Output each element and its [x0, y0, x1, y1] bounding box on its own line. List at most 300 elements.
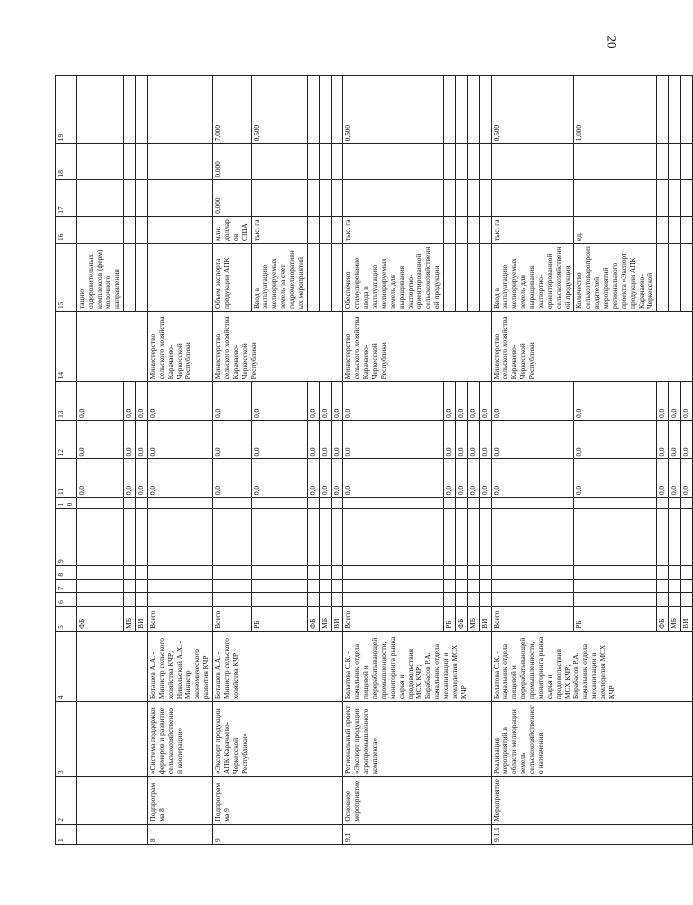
target-cell [681, 180, 693, 216]
column-header: 5 [56, 606, 77, 631]
row-name-cell: «Система поддержки фермеров и развитие сельскохозяйственной кооперации» [147, 702, 212, 777]
empty-cell [574, 498, 657, 509]
target-cell: 0,500 [491, 76, 574, 144]
unit-cell [444, 216, 456, 243]
empty-cell [319, 566, 331, 580]
empty-cell [479, 579, 491, 593]
target-cell [76, 180, 123, 216]
target-cell [479, 76, 491, 144]
empty-cell [479, 509, 491, 566]
value-cell: 0,0 [76, 459, 123, 498]
column-header: 2 [56, 776, 77, 824]
target-cell [307, 76, 319, 144]
funding-source-cell: Всего [213, 606, 252, 631]
target-cell [136, 76, 148, 144]
funding-source-cell: ВИ [331, 606, 343, 631]
value-cell: 0,0 [124, 459, 136, 498]
responsible-cell: Боташев А.А. - Министр сельского хозяйства КЧР [213, 631, 343, 701]
value-cell: 0,0 [251, 459, 307, 498]
row-type-cell: Мероприятие [491, 776, 692, 824]
value-cell: 0,0 [124, 420, 136, 459]
empty-cell [147, 593, 212, 607]
value-cell: 0,0 [444, 382, 456, 421]
column-header: 12 [56, 420, 77, 459]
column-header: 19 [56, 76, 77, 144]
target-cell [76, 76, 123, 144]
empty-cell [307, 593, 319, 607]
value-cell: 0,0 [213, 420, 252, 459]
responsible-cell: Боташев А.А. - Министр сельского хозяйства КЧР; Никольский А.Х. - Министр экономического развития КЧР [147, 631, 212, 701]
target-cell [467, 144, 479, 180]
empty-cell [491, 593, 574, 607]
value-cell: 0,0 [307, 420, 319, 459]
empty-cell [669, 593, 681, 607]
empty-cell [657, 566, 669, 580]
value-cell: 0,0 [319, 382, 331, 421]
empty-cell [319, 579, 331, 593]
table-row [147, 76, 212, 845]
empty-cell [455, 579, 467, 593]
empty-cell [124, 566, 136, 580]
target-cell [444, 144, 456, 180]
value-cell: 0,0 [343, 382, 444, 421]
value-cell: 0,0 [479, 420, 491, 459]
target-cell [444, 180, 456, 216]
unit-cell: тыс. га [251, 216, 307, 243]
funding-source-cell: МБ [669, 606, 681, 631]
empty-cell [574, 509, 657, 566]
row-number-cell: 9.1 [343, 824, 491, 844]
value-cell: 0,0 [251, 420, 307, 459]
target-cell [669, 76, 681, 144]
target-cell [467, 76, 479, 144]
value-cell: 0,0 [467, 382, 479, 421]
indicator-cell [467, 243, 479, 311]
value-cell: 0,0 [491, 382, 574, 421]
empty-cell [491, 579, 574, 593]
empty-cell [251, 593, 307, 607]
column-header: 6 [56, 593, 77, 607]
funding-source-cell: ВИ [681, 606, 693, 631]
empty-cell [657, 498, 669, 509]
empty-cell [76, 566, 123, 580]
empty-cell [491, 566, 574, 580]
value-cell: 0,0 [343, 459, 444, 498]
empty-cell [76, 498, 123, 509]
empty-cell [444, 509, 456, 566]
target-cell [455, 180, 467, 216]
empty-cell [455, 566, 467, 580]
empty-cell [307, 566, 319, 580]
empty-cell [455, 498, 467, 509]
empty-cell [681, 566, 693, 580]
target-cell [491, 180, 574, 216]
funding-source-cell: ВИ [136, 606, 148, 631]
value-cell: 0,0 [669, 420, 681, 459]
target-cell [479, 180, 491, 216]
empty-cell [136, 579, 148, 593]
target-cell [136, 180, 148, 216]
empty-cell [681, 593, 693, 607]
unit-cell: тыс. га [491, 216, 574, 243]
empty-cell [251, 579, 307, 593]
empty-cell [491, 498, 574, 509]
responsible-cell: Болатова С.К. - начальник отдела пищевой и перерабатывающей промышленности, мониторинга рынка сырья и продовольствия МСХ КЧР; Бирабасов Р.А. начальник отдела механизации и земледелия МСХ КЧР [343, 631, 491, 701]
header-row [56, 76, 77, 845]
row-type-cell: Подпрограмма 9 [213, 776, 343, 824]
empty-cell [76, 593, 123, 607]
unit-cell [147, 216, 212, 243]
empty-cell [669, 579, 681, 593]
unit-cell [319, 216, 331, 243]
indicator-cell [479, 243, 491, 311]
target-cell: 0,500 [251, 76, 307, 144]
ministry-cell: Министерство сельского хозяйства Карачаево-Черкесской Республики [213, 312, 343, 382]
funding-source-cell: Всего [343, 606, 444, 631]
row-number-cell: 9 [213, 824, 343, 844]
value-cell: 0,0 [491, 420, 574, 459]
funding-source-cell: ФБ [455, 606, 467, 631]
indicator-cell: Ввод в эксплуатацию мелиорируемых земель за счет гидромелиоративных мероприятий [251, 243, 307, 311]
target-cell [343, 144, 444, 180]
column-header: 16 [56, 216, 77, 243]
indicator-cell [444, 243, 456, 311]
column-header: 11 [56, 459, 77, 498]
target-cell [136, 144, 148, 180]
unit-cell [669, 216, 681, 243]
value-cell: 0,0 [307, 459, 319, 498]
empty-cell [213, 566, 252, 580]
empty-cell [136, 498, 148, 509]
value-cell: 0,0 [455, 420, 467, 459]
empty-cell [444, 579, 456, 593]
value-cell: 0,0 [307, 382, 319, 421]
target-cell [147, 76, 212, 144]
page-number: 20 [604, 35, 620, 49]
target-cell [331, 144, 343, 180]
funding-source-cell: МБ [124, 606, 136, 631]
empty-cell [669, 498, 681, 509]
empty-cell [147, 566, 212, 580]
row-name-cell: Региональный проект «Экспорт продукции агропромышленного комплекса» [343, 702, 491, 777]
indicator-cell [681, 243, 693, 311]
value-cell: 0,0 [147, 382, 212, 421]
row-type-cell: Основное мероприятие [343, 776, 491, 824]
target-cell [124, 180, 136, 216]
value-cell: 0,0 [136, 382, 148, 421]
empty-cell [251, 566, 307, 580]
value-cell: 0,0 [331, 459, 343, 498]
ministry-cell: Министерство сельского хозяйства Карачаево-Черкесской Республики [147, 312, 212, 382]
value-cell: 0,0 [136, 420, 148, 459]
target-cell [331, 180, 343, 216]
target-cell [307, 180, 319, 216]
empty-cell [444, 593, 456, 607]
target-cell: 0,000 [213, 180, 252, 216]
empty-cell [574, 579, 657, 593]
column-header: 3 [56, 702, 77, 777]
empty-cell [467, 498, 479, 509]
unit-cell [681, 216, 693, 243]
ministry-cell [76, 312, 147, 382]
target-cell [307, 144, 319, 180]
empty-cell [657, 579, 669, 593]
empty-cell [479, 566, 491, 580]
unit-cell: млн. долларов США [213, 216, 252, 243]
value-cell: 0,0 [147, 459, 212, 498]
column-header: 10 [56, 498, 77, 509]
target-cell [657, 144, 669, 180]
row-number-cell: 9.1.1 [491, 824, 692, 844]
empty-cell [124, 593, 136, 607]
value-cell: 0,0 [76, 420, 123, 459]
row-name-cell: «Экспорт продукции АПК Карачаево-Черкесской Республики» [213, 702, 343, 777]
empty-cell [136, 593, 148, 607]
column-header: 14 [56, 312, 77, 382]
target-cell [251, 144, 307, 180]
rotated-table-area [55, 75, 690, 845]
empty-cell [574, 566, 657, 580]
empty-cell [124, 509, 136, 566]
unit-cell [76, 216, 123, 243]
empty-cell [147, 579, 212, 593]
column-header: 9 [56, 509, 77, 566]
value-cell: 0,0 [681, 382, 693, 421]
funding-source-cell: ВИ [479, 606, 491, 631]
empty-cell [307, 509, 319, 566]
row-type-cell [76, 776, 147, 824]
indicator-cell [307, 243, 319, 311]
value-cell: 0,0 [574, 382, 657, 421]
value-cell: 0,0 [124, 382, 136, 421]
unit-cell [657, 216, 669, 243]
empty-cell [331, 498, 343, 509]
empty-cell [307, 498, 319, 509]
indicator-cell [136, 243, 148, 311]
table-row [213, 76, 252, 845]
target-cell: 7,000 [213, 76, 252, 144]
funding-source-cell: ФБ [76, 606, 123, 631]
indicator-cell [455, 243, 467, 311]
empty-cell [444, 566, 456, 580]
column-header: 17 [56, 180, 77, 216]
target-cell [124, 76, 136, 144]
indicator-cell [319, 243, 331, 311]
unit-cell [307, 216, 319, 243]
value-cell: 0,0 [319, 459, 331, 498]
empty-cell [319, 498, 331, 509]
column-header: 4 [56, 631, 77, 701]
value-cell: 0,0 [444, 459, 456, 498]
unit-cell [455, 216, 467, 243]
funding-source-cell: РБ [574, 606, 657, 631]
unit-cell [467, 216, 479, 243]
value-cell: 0,0 [479, 382, 491, 421]
empty-cell [136, 566, 148, 580]
funding-source-cell: МБ [319, 606, 331, 631]
value-cell: 0,0 [455, 459, 467, 498]
unit-cell: ед. [574, 216, 657, 243]
target-cell [681, 76, 693, 144]
empty-cell [213, 593, 252, 607]
indicator-cell [331, 243, 343, 311]
empty-cell [213, 579, 252, 593]
value-cell: 0,0 [657, 382, 669, 421]
empty-cell [147, 509, 212, 566]
empty-cell [136, 509, 148, 566]
target-cell: 1,000 [574, 76, 657, 144]
target-cell [124, 144, 136, 180]
ministry-cell: Министерство сельского хозяйства Карачаево-Черкесской Республики [343, 312, 491, 382]
funding-source-cell: Всего [491, 606, 574, 631]
target-cell [669, 144, 681, 180]
row-number-cell: 8 [147, 824, 212, 844]
empty-cell [331, 579, 343, 593]
indicator-cell [147, 243, 212, 311]
responsible-cell: Болатова С.К. - начальник отдела пищевой и перерабатывающей промышленности, мониторинга рынка сырья и продовольствия МСХ КЧР; Бирабасов Р.А. начальник отдела механизации и земледелия МСХ КЧР [491, 631, 692, 701]
empty-cell [669, 566, 681, 580]
value-cell: 0,0 [343, 420, 444, 459]
target-cell [147, 180, 212, 216]
target-cell [574, 144, 657, 180]
column-header: 8 [56, 566, 77, 580]
target-cell [147, 144, 212, 180]
indicator-cell: тацию оздоровительных комплексов (ферм) молочного направления [76, 243, 123, 311]
target-cell [444, 76, 456, 144]
empty-cell [574, 593, 657, 607]
unit-cell [136, 216, 148, 243]
empty-cell [479, 593, 491, 607]
empty-cell [455, 593, 467, 607]
column-header: 18 [56, 144, 77, 180]
empty-cell [319, 593, 331, 607]
target-cell [319, 144, 331, 180]
empty-cell [76, 579, 123, 593]
target-cell [657, 76, 669, 144]
empty-cell [681, 498, 693, 509]
value-cell: 0,0 [455, 382, 467, 421]
target-cell [251, 180, 307, 216]
value-cell: 0,0 [669, 382, 681, 421]
table-row [491, 76, 574, 845]
program-table [55, 75, 693, 845]
value-cell: 0,0 [681, 459, 693, 498]
empty-cell [681, 579, 693, 593]
value-cell: 0,0 [479, 459, 491, 498]
row-number-cell [76, 824, 147, 844]
value-cell: 0,0 [669, 459, 681, 498]
indicator-cell: Обеспечено стимулирование ввода в эксплуатацию мелиорируемых земель для выращивания экспортно-ориентированной сельскохозяйственной продукции [343, 243, 444, 311]
column-header: 7 [56, 579, 77, 593]
value-cell: 0,0 [147, 420, 212, 459]
target-cell [455, 76, 467, 144]
empty-cell [76, 509, 123, 566]
empty-cell [307, 579, 319, 593]
empty-cell [455, 509, 467, 566]
funding-source-cell: Всего [147, 606, 212, 631]
column-header: 1 [56, 824, 77, 844]
value-cell: 0,0 [331, 382, 343, 421]
unit-cell: тыс. га [343, 216, 444, 243]
funding-source-cell: МБ [467, 606, 479, 631]
empty-cell [467, 566, 479, 580]
empty-cell [467, 579, 479, 593]
empty-cell [467, 509, 479, 566]
target-cell [467, 180, 479, 216]
target-cell [455, 144, 467, 180]
responsible-cell [76, 631, 147, 701]
empty-cell [331, 566, 343, 580]
empty-cell [657, 509, 669, 566]
value-cell: 0,0 [467, 420, 479, 459]
row-name-cell [76, 702, 147, 777]
value-cell: 0,0 [136, 459, 148, 498]
value-cell: 0,0 [657, 459, 669, 498]
target-cell: 0,500 [343, 76, 444, 144]
target-cell [319, 76, 331, 144]
empty-cell [444, 498, 456, 509]
value-cell: 0,0 [574, 420, 657, 459]
target-cell [574, 180, 657, 216]
row-name-cell: Реализация мероприятий в области мелиорации земель сельскохозяйственного назначения [491, 702, 692, 777]
empty-cell [467, 593, 479, 607]
empty-cell [681, 509, 693, 566]
funding-source-cell: РБ [444, 606, 456, 631]
value-cell: 0,0 [251, 382, 307, 421]
empty-cell [213, 509, 252, 566]
funding-source-cell: РБ [251, 606, 307, 631]
value-cell: 0,0 [331, 420, 343, 459]
indicator-cell [669, 243, 681, 311]
empty-cell [147, 498, 212, 509]
empty-cell [251, 509, 307, 566]
table-row [76, 76, 123, 845]
funding-source-cell: ФБ [307, 606, 319, 631]
table-body [76, 76, 692, 845]
value-cell: 0,0 [76, 382, 123, 421]
empty-cell [669, 509, 681, 566]
empty-cell [251, 498, 307, 509]
funding-source-cell: ФБ [657, 606, 669, 631]
empty-cell [343, 498, 444, 509]
value-cell: 0,0 [574, 459, 657, 498]
row-type-cell: Подпрограмма 8 [147, 776, 212, 824]
empty-cell [331, 509, 343, 566]
target-cell [479, 144, 491, 180]
empty-cell [479, 498, 491, 509]
empty-cell [343, 593, 444, 607]
value-cell: 0,0 [213, 382, 252, 421]
empty-cell [213, 498, 252, 509]
column-header: 13 [56, 382, 77, 421]
value-cell: 0,0 [657, 420, 669, 459]
empty-cell [124, 498, 136, 509]
empty-cell [657, 593, 669, 607]
unit-cell [124, 216, 136, 243]
value-cell: 0,0 [491, 459, 574, 498]
target-cell: 0,000 [213, 144, 252, 180]
value-cell: 0,0 [681, 420, 693, 459]
indicator-cell [124, 243, 136, 311]
column-header: 15 [56, 243, 77, 311]
empty-cell [319, 509, 331, 566]
target-cell [319, 180, 331, 216]
target-cell [343, 180, 444, 216]
empty-cell [343, 566, 444, 580]
empty-cell [331, 593, 343, 607]
unit-cell [479, 216, 491, 243]
unit-cell [331, 216, 343, 243]
